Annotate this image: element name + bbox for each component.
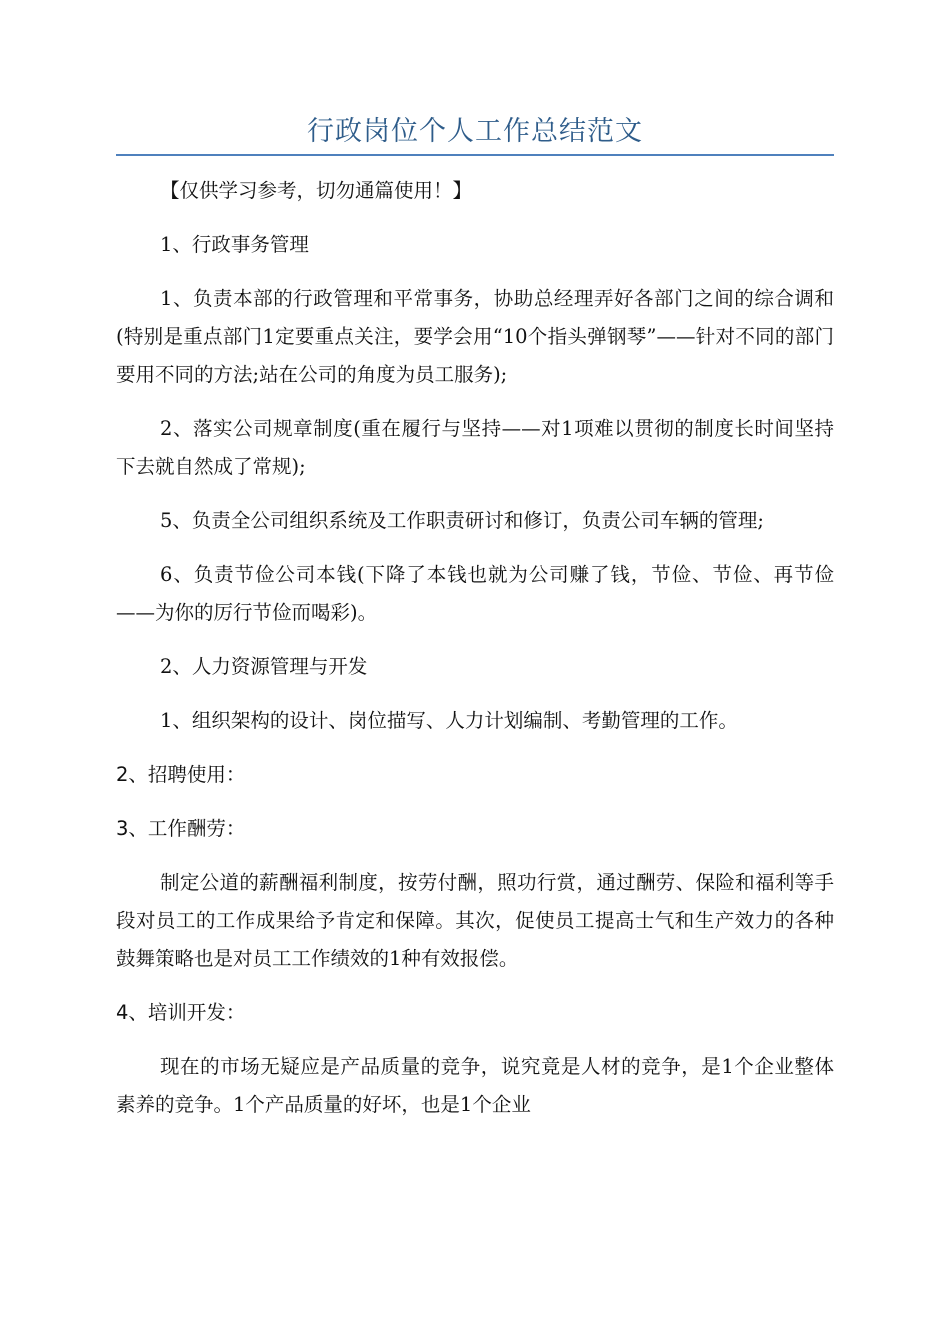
paragraph-hr-1: 1、组织架构的设计、岗位描写、人力计划编制、考勤管理的工作。 [160, 709, 738, 732]
title-underline [116, 154, 834, 156]
document-body [116, 172, 834, 1140]
subheading-compensation: 3、工作酬劳： [116, 817, 246, 840]
paragraph-compensation: 制定公道的薪酬福利制度，按劳付酬，照功行赏，通过酬劳、保险和福利等手段对员工的工作成果给予肯定和保障。其次，促使员工提高士气和生产效力的各种鼓舞策略也是对员工工作绩效的1种有效报偿。 [116, 871, 834, 970]
paragraph-admin-6: 6、负责节俭公司本钱(下降了本钱也就为公司赚了钱，节俭、节俭、再节俭——为你的厉行节俭而喝彩)。 [116, 563, 834, 624]
section-heading-hr: 2、人力资源管理与开发 [160, 655, 368, 678]
paragraph-admin-1: 1、负责本部的行政管理和平常事务，协助总经理弄好各部门之间的综合调和(特别是重点部门1定要重点关注，要学会用“10个指头弹钢琴”——针对不同的部门要用不同的方法;站在公司的角度为员工服务); [116, 287, 834, 386]
paragraph-admin-2: 2、落实公司规章制度(重在履行与坚持——对1项难以贯彻的制度长时间坚持下去就自然成了常规); [116, 417, 834, 478]
subheading-recruitment: 2、招聘使用： [116, 763, 246, 786]
disclaimer-note: 【仅供学习参考，切勿通篇使用！】 [160, 179, 473, 202]
paragraph-training: 现在的市场无疑应是产品质量的竞争，说究竟是人材的竞争，是1个企业整体素养的竞争。1个产品质量的好坏，也是1个企业 [116, 1055, 834, 1116]
subheading-training: 4、培训开发： [116, 1001, 246, 1024]
section-heading-admin: 1、行政事务管理 [160, 233, 309, 256]
paragraph-admin-5: 5、负责全公司组织系统及工作职责研讨和修订，负责公司车辆的管理; [160, 509, 764, 532]
document-title: 行政岗位个人工作总结范文 [307, 116, 643, 147]
